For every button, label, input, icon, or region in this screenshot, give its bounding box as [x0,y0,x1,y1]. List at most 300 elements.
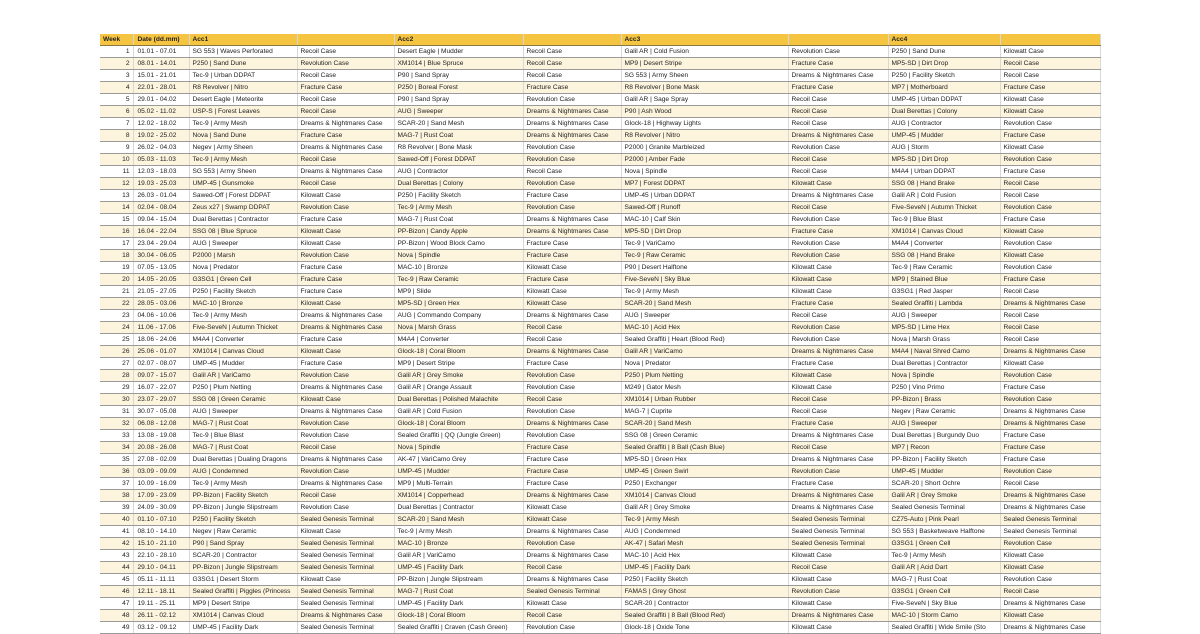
cell-acc2-case[interactable]: Fracture Case [523,454,621,466]
cell-acc2-skin[interactable]: Sawed-Off | Forest DDPAT [394,154,523,166]
cell-acc4-skin[interactable]: G3SG1 | Green Cell [888,586,1000,598]
cell-week[interactable]: 46 [100,586,133,598]
cell-acc1-case[interactable]: Recoil Case [297,154,394,166]
cell-acc1-skin[interactable]: UMP-45 | Facility Dark [189,622,297,634]
cell-acc1-case[interactable]: Sealed Genesis Terminal [297,598,394,610]
cell-acc2-case[interactable]: Dreams & Nightmares Case [523,550,621,562]
cell-date[interactable]: 05.03 - 11.03 [133,154,189,166]
cell-acc1-skin[interactable]: PP-Bizon | Jungle Slipstream [189,502,297,514]
cell-date[interactable]: 28.05 - 03.06 [133,298,189,310]
cell-acc3-skin[interactable]: P90 | Ash Wood [621,106,788,118]
cell-acc3-skin[interactable]: P90 | Desert Halftone [621,262,788,274]
cell-acc4-case[interactable]: Dreams & Nightmares Case [1000,298,1100,310]
cell-acc1-case[interactable]: Kilowatt Case [297,394,394,406]
cell-date[interactable]: 05.02 - 11.02 [133,106,189,118]
cell-week[interactable]: 29 [100,382,133,394]
cell-acc4-skin[interactable]: Tec-9 | Blue Blast [888,214,1000,226]
cell-acc4-case[interactable]: Dreams & Nightmares Case [1000,598,1100,610]
cell-date[interactable]: 08.01 - 14.01 [133,58,189,70]
cell-acc1-case[interactable]: Kilowatt Case [297,226,394,238]
cell-week[interactable]: 24 [100,322,133,334]
cell-acc1-case[interactable]: Dreams & Nightmares Case [297,454,394,466]
cell-acc2-skin[interactable]: SCAR-20 | Sand Mesh [394,514,523,526]
cell-acc4-case[interactable]: Kilowatt Case [1000,94,1100,106]
cell-acc4-skin[interactable]: AUG | Storm [888,142,1000,154]
cell-acc3-skin[interactable]: Galil AR | Cold Fusion [621,46,788,58]
cell-acc4-skin[interactable]: Sealed Graffiti | Wide Smile (Sto [888,622,1000,634]
cell-week[interactable]: 40 [100,514,133,526]
cell-acc3-case[interactable]: Kilowatt Case [788,574,888,586]
cell-acc1-case[interactable]: Sealed Genesis Terminal [297,622,394,634]
cell-week[interactable]: 33 [100,430,133,442]
cell-acc1-skin[interactable]: G3SG1 | Green Cell [189,274,297,286]
cell-acc3-skin[interactable]: Sealed Graffiti | Heart (Blood Red) [621,334,788,346]
cell-acc2-case[interactable]: Revolution Case [523,406,621,418]
header-acc4-skin[interactable]: Acc4 [888,34,1000,46]
cell-acc1-case[interactable]: Dreams & Nightmares Case [297,406,394,418]
cell-acc2-case[interactable]: Revolution Case [523,142,621,154]
cell-acc3-skin[interactable]: P2000 | Granite Marbleized [621,142,788,154]
cell-date[interactable]: 16.07 - 22.07 [133,382,189,394]
cell-acc3-skin[interactable]: MP5-SD | Green Hex [621,454,788,466]
cell-acc3-skin[interactable]: Galil AR | VariCamo [621,346,788,358]
cell-acc1-skin[interactable]: P250 | Sand Dune [189,58,297,70]
cell-week[interactable]: 41 [100,526,133,538]
cell-acc2-skin[interactable]: AUG | Sweeper [394,106,523,118]
cell-acc1-case[interactable]: Kilowatt Case [297,298,394,310]
cell-acc4-case[interactable]: Fracture Case [1000,166,1100,178]
cell-date[interactable]: 19.02 - 25.02 [133,130,189,142]
cell-acc3-skin[interactable]: SCAR-20 | Sand Mesh [621,298,788,310]
cell-date[interactable]: 25.06 - 01.07 [133,346,189,358]
cell-week[interactable]: 35 [100,454,133,466]
cell-date[interactable]: 22.01 - 28.01 [133,82,189,94]
cell-acc4-skin[interactable]: Five-SeveN | Sky Blue [888,598,1000,610]
cell-acc2-skin[interactable]: Galil AR | Grey Smoke [394,370,523,382]
cell-acc2-skin[interactable]: XM1014 | Copperhead [394,490,523,502]
cell-acc4-case[interactable]: Revolution Case [1000,154,1100,166]
cell-acc3-case[interactable]: Kilowatt Case [788,382,888,394]
cell-acc3-case[interactable]: Revolution Case [788,250,888,262]
cell-acc3-skin[interactable]: MP7 | Forest DDPAT [621,178,788,190]
cell-acc4-case[interactable]: Kilowatt Case [1000,250,1100,262]
cell-acc1-skin[interactable]: Negev | Raw Ceramic [189,526,297,538]
cell-acc1-skin[interactable]: Negev | Army Sheen [189,142,297,154]
cell-date[interactable]: 11.06 - 17.06 [133,322,189,334]
cell-week[interactable]: 42 [100,538,133,550]
cell-acc2-skin[interactable]: SCAR-20 | Sand Mesh [394,118,523,130]
cell-acc2-skin[interactable]: Desert Eagle | Mudder [394,46,523,58]
cell-acc3-case[interactable]: Kilowatt Case [788,262,888,274]
cell-acc2-case[interactable]: Fracture Case [523,274,621,286]
cell-acc1-skin[interactable]: Sealed Graffiti | Piggles (Princess [189,586,297,598]
cell-acc1-skin[interactable]: Tec-9 | Army Mesh [189,154,297,166]
cell-acc1-skin[interactable]: MAG-7 | Rust Coat [189,442,297,454]
cell-acc2-skin[interactable]: PP-Bizon | Candy Apple [394,226,523,238]
cell-acc3-skin[interactable]: Sawed-Off | Runoff [621,202,788,214]
cell-date[interactable]: 06.08 - 12.08 [133,418,189,430]
cell-acc1-case[interactable]: Revolution Case [297,502,394,514]
cell-acc1-skin[interactable]: Five-SeveN | Autumn Thicket [189,322,297,334]
cell-acc4-skin[interactable]: PP-Bizon | Brass [888,394,1000,406]
cell-acc1-skin[interactable]: UMP-45 | Gunsmoke [189,178,297,190]
cell-week[interactable]: 1 [100,46,133,58]
cell-acc2-case[interactable]: Kilowatt Case [523,598,621,610]
cell-acc1-case[interactable]: Fracture Case [297,82,394,94]
cell-acc2-skin[interactable]: AUG | Contractor [394,166,523,178]
cell-date[interactable]: 26.03 - 01.04 [133,190,189,202]
cell-acc2-case[interactable]: Dreams & Nightmares Case [523,574,621,586]
cell-acc2-skin[interactable]: XM1014 | Blue Spruce [394,58,523,70]
cell-acc4-case[interactable]: Fracture Case [1000,442,1100,454]
cell-acc3-skin[interactable]: Sealed Graffiti | 8 Ball (Cash Blue) [621,442,788,454]
cell-acc2-case[interactable]: Fracture Case [523,466,621,478]
cell-acc4-skin[interactable]: Nova | Marsh Grass [888,334,1000,346]
cell-acc3-skin[interactable]: Sealed Graffiti | 8 Ball (Blood Red) [621,610,788,622]
cell-acc3-case[interactable]: Recoil Case [788,166,888,178]
cell-acc2-skin[interactable]: PP-Bizon | Wood Block Camo [394,238,523,250]
cell-acc4-skin[interactable]: Negev | Raw Ceramic [888,406,1000,418]
cell-date[interactable]: 26.02 - 04.03 [133,142,189,154]
cell-week[interactable]: 18 [100,250,133,262]
cell-acc4-skin[interactable]: MP7 | Motherboard [888,82,1000,94]
cell-week[interactable]: 14 [100,202,133,214]
cell-acc2-case[interactable]: Dreams & Nightmares Case [523,310,621,322]
cell-acc3-skin[interactable]: Nova | Spindle [621,166,788,178]
cell-acc2-case[interactable]: Fracture Case [523,238,621,250]
cell-acc2-case[interactable]: Revolution Case [523,154,621,166]
cell-acc2-case[interactable]: Kilowatt Case [523,262,621,274]
cell-acc1-case[interactable]: Dreams & Nightmares Case [297,166,394,178]
cell-acc3-skin[interactable]: MP5-SD | Dirt Drop [621,226,788,238]
cell-acc4-case[interactable]: Fracture Case [1000,274,1100,286]
cell-acc1-skin[interactable]: AUG | Sweeper [189,406,297,418]
cell-acc3-case[interactable]: Kilowatt Case [788,274,888,286]
cell-week[interactable]: 12 [100,178,133,190]
cell-acc2-case[interactable]: Recoil Case [523,610,621,622]
cell-acc2-case[interactable]: Kilowatt Case [523,514,621,526]
cell-acc3-case[interactable]: Dreams & Nightmares Case [788,190,888,202]
cell-acc4-skin[interactable]: P250 | Sand Dune [888,46,1000,58]
cell-acc3-case[interactable]: Revolution Case [788,46,888,58]
cell-date[interactable]: 17.09 - 23.09 [133,490,189,502]
cell-date[interactable]: 22.10 - 28.10 [133,550,189,562]
cell-acc1-skin[interactable]: M4A4 | Converter [189,334,297,346]
cell-acc4-skin[interactable]: AUG | Sweeper [888,418,1000,430]
cell-week[interactable]: 23 [100,310,133,322]
cell-acc2-skin[interactable]: P90 | Sand Spray [394,70,523,82]
cell-date[interactable]: 07.05 - 13.05 [133,262,189,274]
cell-date[interactable]: 27.08 - 02.09 [133,454,189,466]
cell-week[interactable]: 8 [100,130,133,142]
cell-acc1-skin[interactable]: MP9 | Desert Stripe [189,598,297,610]
cell-acc1-skin[interactable]: MAC-10 | Bronze [189,298,297,310]
cell-acc1-case[interactable]: Recoil Case [297,70,394,82]
cell-acc1-skin[interactable]: SCAR-20 | Contractor [189,550,297,562]
cell-acc1-skin[interactable]: USP-S | Forest Leaves [189,106,297,118]
cell-week[interactable]: 20 [100,274,133,286]
cell-acc2-skin[interactable]: Dual Berettas | Contractor [394,502,523,514]
cell-week[interactable]: 49 [100,622,133,634]
cell-acc3-skin[interactable]: P250 | Facility Sketch [621,574,788,586]
cell-acc1-skin[interactable]: SSG 08 | Green Ceramic [189,394,297,406]
cell-acc2-case[interactable]: Recoil Case [523,46,621,58]
cell-acc3-case[interactable]: Dreams & Nightmares Case [788,490,888,502]
cell-acc2-case[interactable]: Revolution Case [523,382,621,394]
cell-acc3-skin[interactable]: MP9 | Desert Stripe [621,58,788,70]
cell-acc3-skin[interactable]: Nova | Predator [621,358,788,370]
cell-acc2-skin[interactable]: MP9 | Multi-Terrain [394,478,523,490]
cell-acc1-skin[interactable]: SG 553 | Army Sheen [189,166,297,178]
cell-acc4-case[interactable]: Dreams & Nightmares Case [1000,490,1100,502]
cell-acc2-skin[interactable]: MAC-10 | Bronze [394,262,523,274]
cell-acc2-skin[interactable]: Tec-9 | Army Mesh [394,526,523,538]
cell-acc1-case[interactable]: Sealed Genesis Terminal [297,538,394,550]
cell-acc1-case[interactable]: Fracture Case [297,274,394,286]
cell-acc1-skin[interactable]: XM1014 | Canvas Cloud [189,346,297,358]
cell-date[interactable]: 19.11 - 25.11 [133,598,189,610]
cell-acc2-case[interactable]: Recoil Case [523,394,621,406]
cell-acc2-skin[interactable]: MP5-SD | Green Hex [394,298,523,310]
cell-acc2-skin[interactable]: Galil AR | Cold Fusion [394,406,523,418]
cell-acc1-case[interactable]: Recoil Case [297,490,394,502]
cell-acc3-skin[interactable]: MAC-10 | Acid Hex [621,322,788,334]
cell-acc1-case[interactable]: Recoil Case [297,106,394,118]
cell-acc3-skin[interactable]: P250 | Exchanger [621,478,788,490]
cell-acc2-case[interactable]: Fracture Case [523,442,621,454]
cell-week[interactable]: 39 [100,502,133,514]
cell-acc3-skin[interactable]: Tec-9 | Army Mesh [621,286,788,298]
cell-acc3-case[interactable]: Recoil Case [788,154,888,166]
cell-acc4-skin[interactable]: CZ75-Auto | Pink Pearl [888,514,1000,526]
cell-acc4-case[interactable]: Kilowatt Case [1000,46,1100,58]
cell-acc4-case[interactable]: Revolution Case [1000,262,1100,274]
cell-week[interactable]: 2 [100,58,133,70]
cell-week[interactable]: 16 [100,226,133,238]
cell-acc1-case[interactable]: Dreams & Nightmares Case [297,118,394,130]
cell-acc2-case[interactable]: Revolution Case [523,178,621,190]
cell-acc1-case[interactable]: Fracture Case [297,334,394,346]
cell-week[interactable]: 25 [100,334,133,346]
cell-date[interactable]: 12.02 - 18.02 [133,118,189,130]
cell-acc4-skin[interactable]: M4A4 | Converter [888,238,1000,250]
cell-acc1-skin[interactable]: PP-Bizon | Jungle Slipstream [189,562,297,574]
cell-acc2-case[interactable]: Dreams & Nightmares Case [523,118,621,130]
cell-date[interactable]: 23.04 - 29.04 [133,238,189,250]
cell-acc4-case[interactable]: Kilowatt Case [1000,142,1100,154]
cell-acc1-case[interactable]: Kilowatt Case [297,574,394,586]
cell-acc4-case[interactable]: Fracture Case [1000,430,1100,442]
cell-acc2-case[interactable]: Fracture Case [523,250,621,262]
cell-acc4-case[interactable]: Revolution Case [1000,466,1100,478]
cell-acc1-skin[interactable]: G3SG1 | Desert Storm [189,574,297,586]
cell-acc3-skin[interactable]: XM1014 | Canvas Cloud [621,490,788,502]
cell-week[interactable]: 36 [100,466,133,478]
cell-acc4-skin[interactable]: SG 553 | Basketweave Halftone [888,526,1000,538]
cell-acc1-skin[interactable]: P250 | Plum Netting [189,382,297,394]
cell-acc3-skin[interactable]: UMP-45 | Facility Dark [621,562,788,574]
cell-week[interactable]: 10 [100,154,133,166]
cell-week[interactable]: 43 [100,550,133,562]
cell-acc2-case[interactable]: Dreams & Nightmares Case [523,346,621,358]
header-acc3-skin[interactable]: Acc3 [621,34,788,46]
cell-acc4-case[interactable]: Revolution Case [1000,118,1100,130]
cell-acc2-case[interactable]: Revolution Case [523,622,621,634]
cell-acc1-case[interactable]: Revolution Case [297,202,394,214]
cell-acc2-case[interactable]: Dreams & Nightmares Case [523,418,621,430]
cell-acc2-skin[interactable]: P90 | Sand Spray [394,94,523,106]
cell-acc2-skin[interactable]: Galil AR | Orange Assault [394,382,523,394]
cell-acc2-skin[interactable]: Dual Berettas | Colony [394,178,523,190]
cell-date[interactable]: 03.12 - 09.12 [133,622,189,634]
cell-acc4-case[interactable]: Recoil Case [1000,322,1100,334]
cell-acc4-case[interactable]: Dreams & Nightmares Case [1000,406,1100,418]
cell-acc1-case[interactable]: Revolution Case [297,418,394,430]
cell-acc1-case[interactable]: Revolution Case [297,430,394,442]
cell-date[interactable]: 09.07 - 15.07 [133,370,189,382]
cell-acc2-case[interactable]: Dreams & Nightmares Case [523,490,621,502]
cell-acc2-case[interactable]: Recoil Case [523,334,621,346]
cell-week[interactable]: 31 [100,406,133,418]
cell-week[interactable]: 47 [100,598,133,610]
cell-acc4-case[interactable]: Fracture Case [1000,382,1100,394]
cell-acc4-skin[interactable]: M4A4 | Urban DDPAT [888,166,1000,178]
cell-acc2-case[interactable]: Recoil Case [523,58,621,70]
cell-acc3-case[interactable]: Recoil Case [788,442,888,454]
cell-acc3-case[interactable]: Revolution Case [788,238,888,250]
cell-week[interactable]: 9 [100,142,133,154]
cell-date[interactable]: 29.01 - 04.02 [133,94,189,106]
cell-acc3-case[interactable]: Sealed Genesis Terminal [788,538,888,550]
cell-acc2-case[interactable]: Kilowatt Case [523,286,621,298]
cell-acc3-skin[interactable]: AK-47 | Safari Mesh [621,538,788,550]
cell-acc3-skin[interactable]: AUG | Condemned [621,526,788,538]
cell-week[interactable]: 3 [100,70,133,82]
cell-acc3-skin[interactable]: FAMAS | Grey Ghost [621,586,788,598]
cell-week[interactable]: 15 [100,214,133,226]
cell-acc1-case[interactable]: Fracture Case [297,358,394,370]
cell-acc3-case[interactable]: Kilowatt Case [788,550,888,562]
cell-acc3-case[interactable]: Revolution Case [788,334,888,346]
cell-date[interactable]: 30.04 - 06.05 [133,250,189,262]
cell-acc4-case[interactable]: Dreams & Nightmares Case [1000,622,1100,634]
cell-acc1-case[interactable]: Dreams & Nightmares Case [297,142,394,154]
cell-acc3-case[interactable]: Recoil Case [788,310,888,322]
cell-acc3-case[interactable]: Recoil Case [788,106,888,118]
cell-acc3-case[interactable]: Recoil Case [788,118,888,130]
cell-acc1-case[interactable]: Fracture Case [297,286,394,298]
cell-acc1-skin[interactable]: Nova | Predator [189,262,297,274]
cell-date[interactable]: 02.04 - 08.04 [133,202,189,214]
cell-acc2-case[interactable]: Kilowatt Case [523,502,621,514]
cell-acc2-case[interactable]: Recoil Case [523,70,621,82]
cell-acc1-case[interactable]: Kilowatt Case [297,190,394,202]
cell-acc2-skin[interactable]: Glock-18 | Coral Bloom [394,610,523,622]
cell-acc2-skin[interactable]: P250 | Facility Sketch [394,190,523,202]
cell-acc2-skin[interactable]: Sealed Graffiti | QQ (Jungle Green) [394,430,523,442]
cell-acc2-skin[interactable]: MP9 | Slide [394,286,523,298]
cell-week[interactable]: 26 [100,346,133,358]
cell-acc4-skin[interactable]: M4A4 | Naval Shred Camo [888,346,1000,358]
cell-acc3-case[interactable]: Revolution Case [788,586,888,598]
cell-week[interactable]: 22 [100,298,133,310]
cell-week[interactable]: 44 [100,562,133,574]
cell-acc4-case[interactable]: Recoil Case [1000,334,1100,346]
cell-acc4-case[interactable]: Fracture Case [1000,454,1100,466]
cell-acc4-case[interactable]: Revolution Case [1000,238,1100,250]
cell-acc2-case[interactable]: Dreams & Nightmares Case [523,226,621,238]
cell-acc4-skin[interactable]: Sealed Graffiti | Lambda [888,298,1000,310]
cell-acc1-case[interactable]: Sealed Genesis Terminal [297,586,394,598]
cell-acc3-skin[interactable]: Tec-9 | Army Mesh [621,514,788,526]
cell-acc4-skin[interactable]: Sealed Genesis Terminal [888,502,1000,514]
cell-week[interactable]: 17 [100,238,133,250]
cell-acc3-case[interactable]: Revolution Case [788,214,888,226]
cell-date[interactable]: 30.07 - 05.08 [133,406,189,418]
cell-acc2-skin[interactable]: MAG-7 | Rust Coat [394,586,523,598]
cell-acc4-case[interactable]: Dreams & Nightmares Case [1000,502,1100,514]
cell-date[interactable]: 02.07 - 08.07 [133,358,189,370]
cell-acc4-skin[interactable]: SCAR-20 | Short Ochre [888,478,1000,490]
cell-date[interactable]: 26.11 - 02.12 [133,610,189,622]
cell-acc1-skin[interactable]: P250 | Facility Sketch [189,514,297,526]
cell-acc4-skin[interactable]: Nova | Spindle [888,370,1000,382]
cell-week[interactable]: 11 [100,166,133,178]
cell-acc3-skin[interactable]: UMP-45 | Green Swirl [621,466,788,478]
cell-acc3-skin[interactable]: Tec-9 | VariCamo [621,238,788,250]
cell-date[interactable]: 18.06 - 24.06 [133,334,189,346]
cell-date[interactable]: 14.05 - 20.05 [133,274,189,286]
cell-acc4-skin[interactable]: G3SG1 | Green Cell [888,538,1000,550]
cell-acc2-skin[interactable]: Nova | Marsh Grass [394,322,523,334]
cell-acc3-skin[interactable]: Galil AR | Sage Spray [621,94,788,106]
cell-acc2-case[interactable]: Dreams & Nightmares Case [523,130,621,142]
cell-acc2-skin[interactable]: PP-Bizon | Jungle Slipstream [394,574,523,586]
cell-acc3-case[interactable]: Recoil Case [788,562,888,574]
cell-acc3-skin[interactable]: R8 Revolver | Nitro [621,130,788,142]
cell-acc3-case[interactable]: Fracture Case [788,226,888,238]
cell-date[interactable]: 21.05 - 27.05 [133,286,189,298]
cell-acc1-case[interactable]: Fracture Case [297,214,394,226]
cell-acc2-skin[interactable]: UMP-45 | Mudder [394,466,523,478]
cell-acc2-case[interactable]: Revolution Case [523,94,621,106]
cell-date[interactable]: 23.07 - 29.07 [133,394,189,406]
cell-acc1-case[interactable]: Recoil Case [297,442,394,454]
cell-date[interactable]: 03.09 - 09.09 [133,466,189,478]
cell-acc1-skin[interactable]: Tec-9 | Urban DDPAT [189,70,297,82]
cell-acc1-skin[interactable]: Tec-9 | Army Mesh [189,118,297,130]
cell-acc4-case[interactable]: Sealed Genesis Terminal [1000,526,1100,538]
cell-acc4-case[interactable]: Fracture Case [1000,130,1100,142]
cell-acc3-skin[interactable]: SCAR-20 | Contractor [621,598,788,610]
cell-acc3-skin[interactable]: P250 | Plum Netting [621,370,788,382]
cell-acc2-case[interactable]: Fracture Case [523,478,621,490]
cell-acc3-case[interactable]: Revolution Case [788,142,888,154]
cell-acc4-skin[interactable]: Five-SeveN | Autumn Thicket [888,202,1000,214]
cell-week[interactable]: 7 [100,118,133,130]
cell-acc3-case[interactable]: Sealed Genesis Terminal [788,514,888,526]
cell-acc4-skin[interactable]: MP5-SD | Dirt Drop [888,58,1000,70]
cell-acc2-skin[interactable]: P250 | Boreal Forest [394,82,523,94]
cell-acc1-skin[interactable]: Dual Berettas | Contractor [189,214,297,226]
cell-date[interactable]: 12.03 - 18.03 [133,166,189,178]
cell-date[interactable]: 10.09 - 16.09 [133,478,189,490]
cell-acc2-case[interactable]: Revolution Case [523,370,621,382]
header-acc3-case[interactable] [788,34,888,46]
cell-acc2-case[interactable]: Fracture Case [523,190,621,202]
cell-acc3-case[interactable]: Kilowatt Case [788,370,888,382]
cell-acc3-skin[interactable]: SG 553 | Army Sheen [621,70,788,82]
